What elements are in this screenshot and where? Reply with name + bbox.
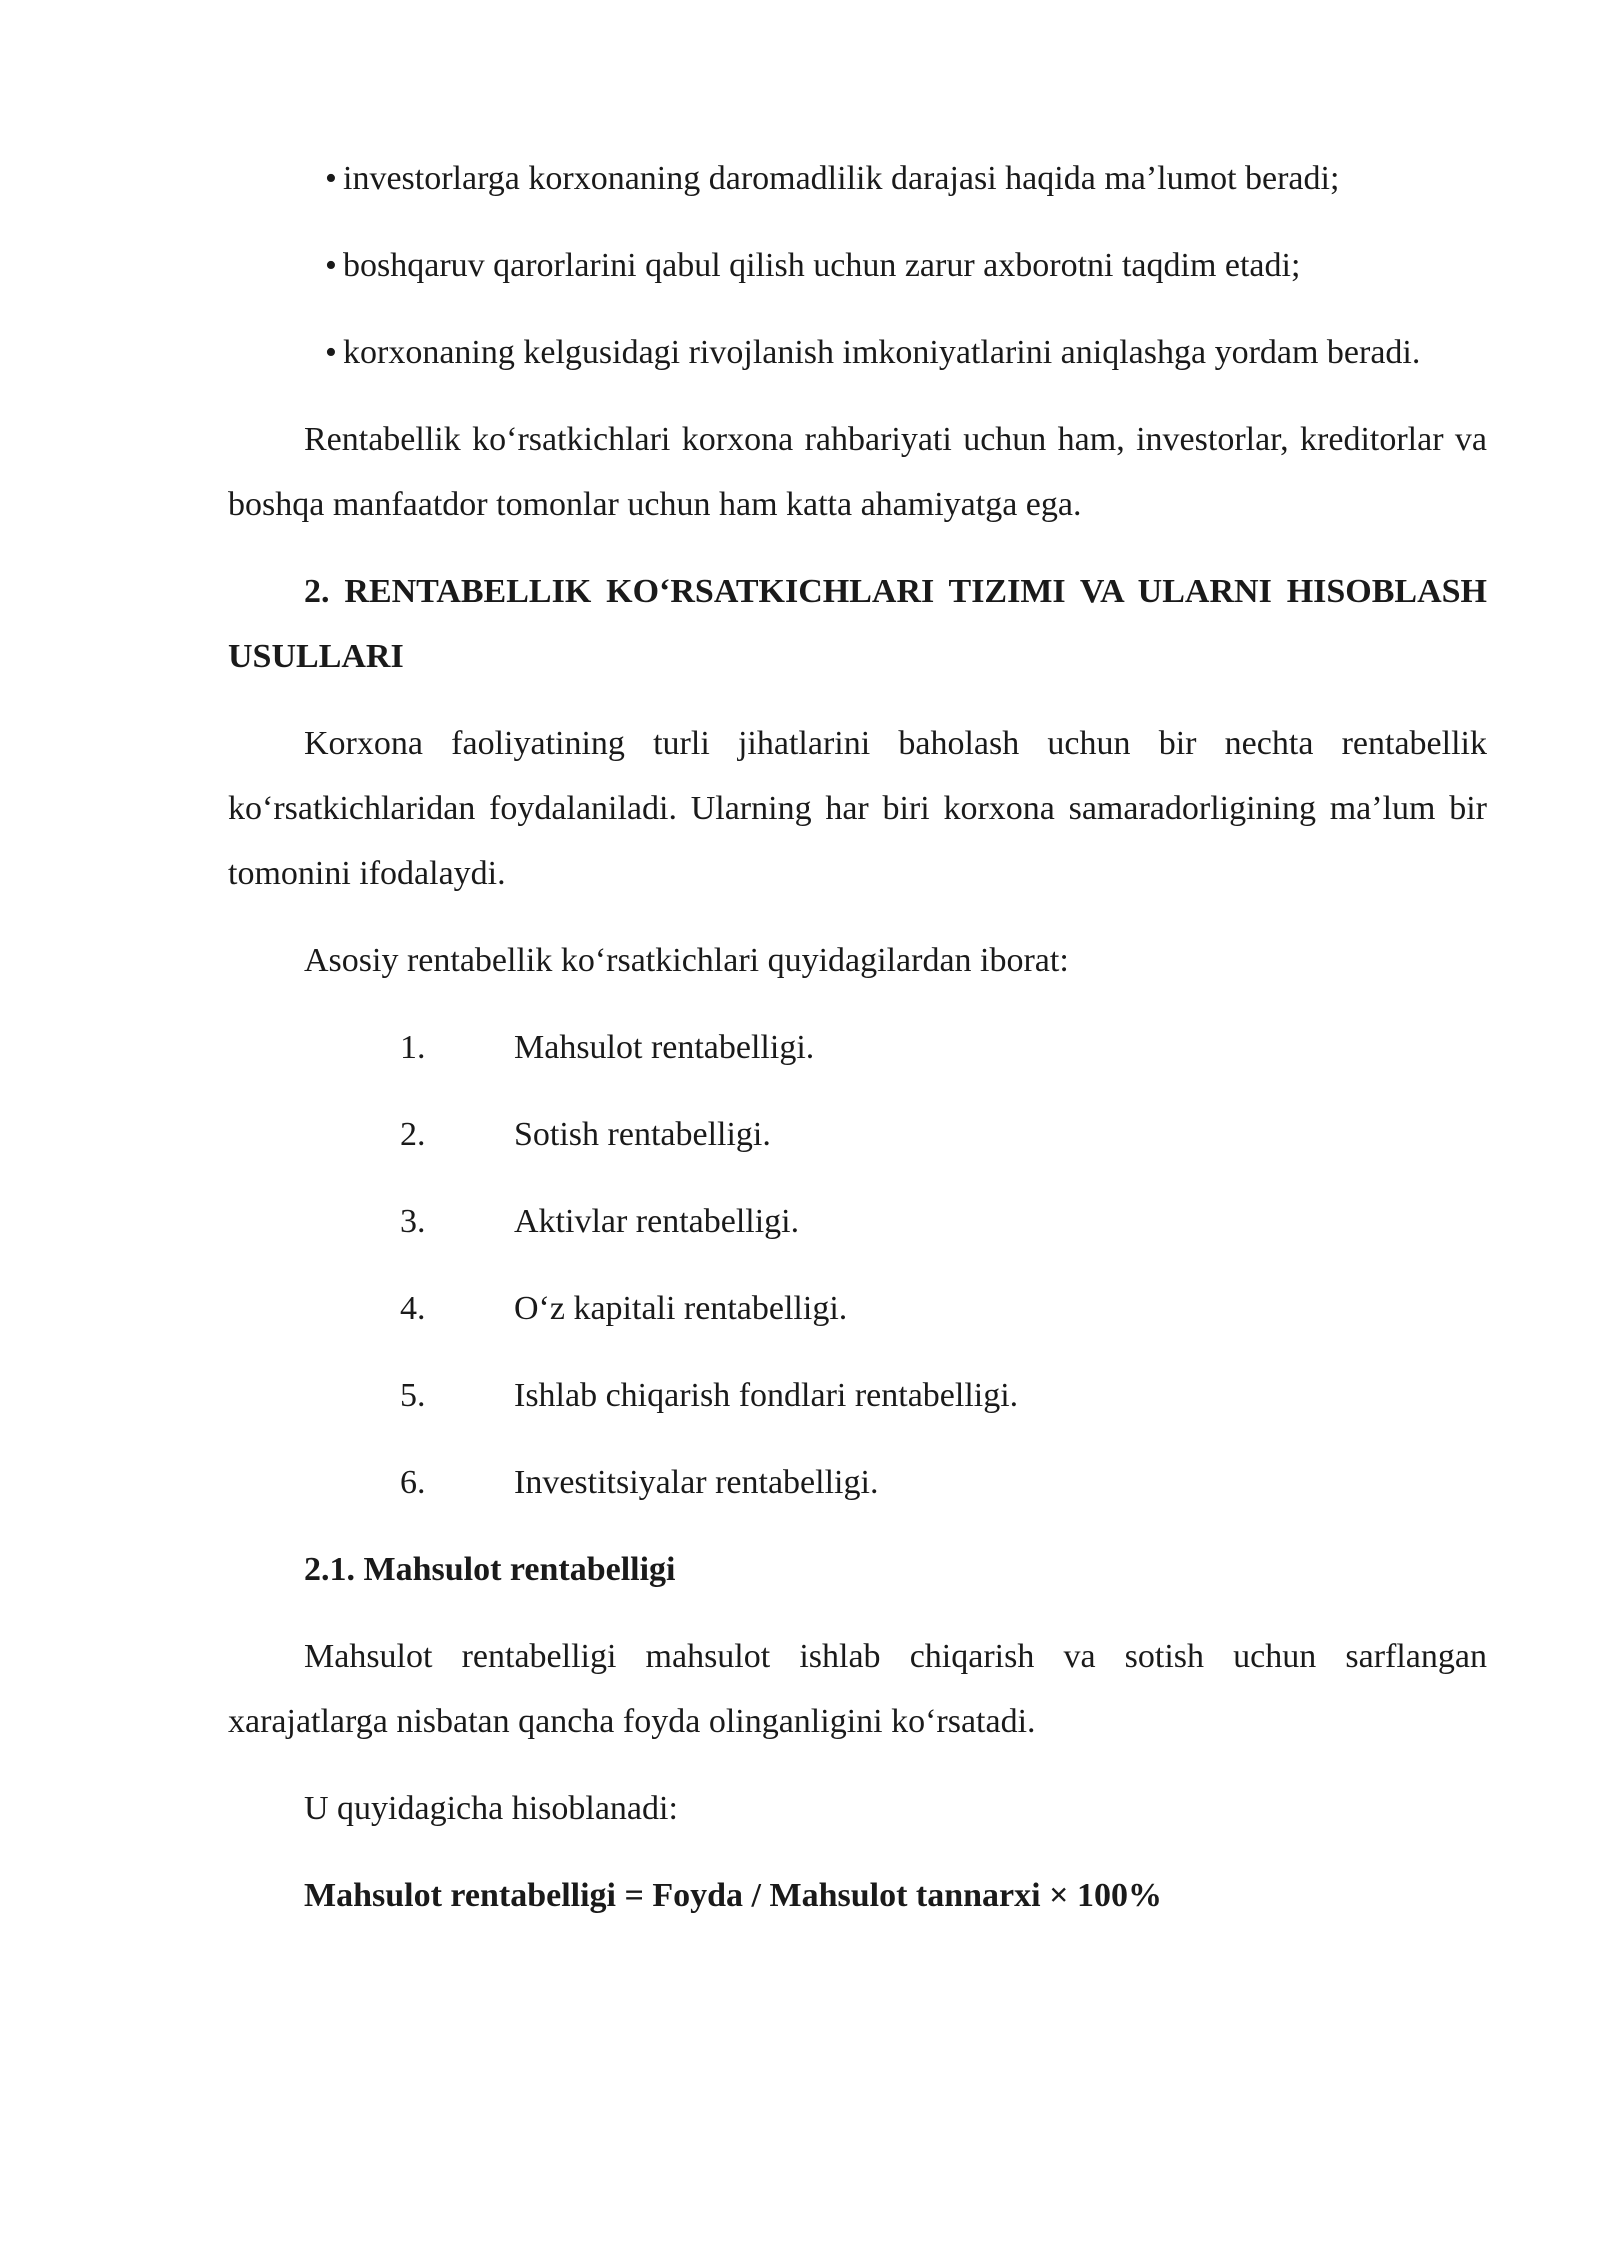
list-label: Aktivlar rentabelligi. (514, 1203, 800, 1240)
bullet-item (228, 146, 1487, 211)
paragraph-list-intro: Asosiy rentabellik ko‘rsatkichlari quyidagilardan iborat: (304, 942, 1069, 979)
list-number: 6. (400, 1464, 426, 1501)
paragraph-calc: U quyidagicha hisoblanadi: (304, 1790, 678, 1827)
list-item (400, 1015, 1487, 1080)
bullet-text: investorlarga korxonaning daromadlilik darajasi haqida ma’lumot beradi; (343, 160, 1340, 197)
list-number: 4. (400, 1290, 426, 1327)
list-item (400, 1450, 1487, 1515)
bullet-icon: • (325, 160, 337, 197)
list-number: 2. (400, 1116, 426, 1153)
list-label: Mahsulot rentabelligi. (514, 1029, 815, 1066)
list-item (400, 1276, 1487, 1341)
paragraph-product: Mahsulot rentabelligi mahsulot ishlab chiqarish va sotish uchun sarflangan xarajatlarga nisbatan qancha foyda olinganligini ko‘rsatadi. (228, 1638, 1487, 1740)
bullet-icon: • (325, 247, 337, 284)
list-number: 1. (400, 1029, 426, 1066)
bullet-icon: • (325, 334, 337, 371)
formula: Mahsulot rentabelligi = Foyda / Mahsulot tannarxi × 100% (304, 1877, 1162, 1914)
paragraph-importance: Rentabellik ko‘rsatkichlari korxona rahbariyati uchun ham, investorlar, kreditorlar va boshqa manfaatdor tomonlar uchun ham katta ahamiyatga ega. (228, 421, 1487, 523)
bullet-item (228, 320, 1487, 385)
paragraph-intro: Korxona faoliyatining turli jihatlarini baholash uchun bir nechta rentabellik ko‘rsatkichlaridan foydalaniladi. Ularning har biri korxona samaradorligining ma’lum bir tomonini ifodalaydi. (228, 725, 1487, 892)
list-label: Sotish rentabelligi. (514, 1116, 771, 1153)
bullet-list (325, 146, 1487, 385)
bullet-item (325, 233, 1487, 298)
section-heading: 2. RENTABELLIK KO‘RSATKICHLARI TIZIMI VA ULARNI HISOBLASH USULLARI (228, 573, 1487, 675)
subsection-heading: 2.1. Mahsulot rentabelligi (304, 1551, 676, 1588)
bullet-text: korxonaning kelgusidagi rivojlanish imkoniyatlarini aniqlashga yordam beradi. (343, 334, 1421, 371)
list-item (400, 1189, 1487, 1254)
list-label: Investitsiyalar rentabelligi. (514, 1464, 879, 1501)
list-item (400, 1363, 1487, 1428)
list-label: O‘z kapitali rentabelligi. (514, 1290, 848, 1327)
indicator-list (400, 1015, 1487, 1515)
list-item (400, 1102, 1487, 1167)
list-label: Ishlab chiqarish fondlari rentabelligi. (514, 1377, 1019, 1414)
list-number: 5. (400, 1377, 426, 1414)
list-number: 3. (400, 1203, 426, 1240)
bullet-text: boshqaruv qarorlarini qabul qilish uchun zarur axborotni taqdim etadi; (343, 247, 1301, 284)
